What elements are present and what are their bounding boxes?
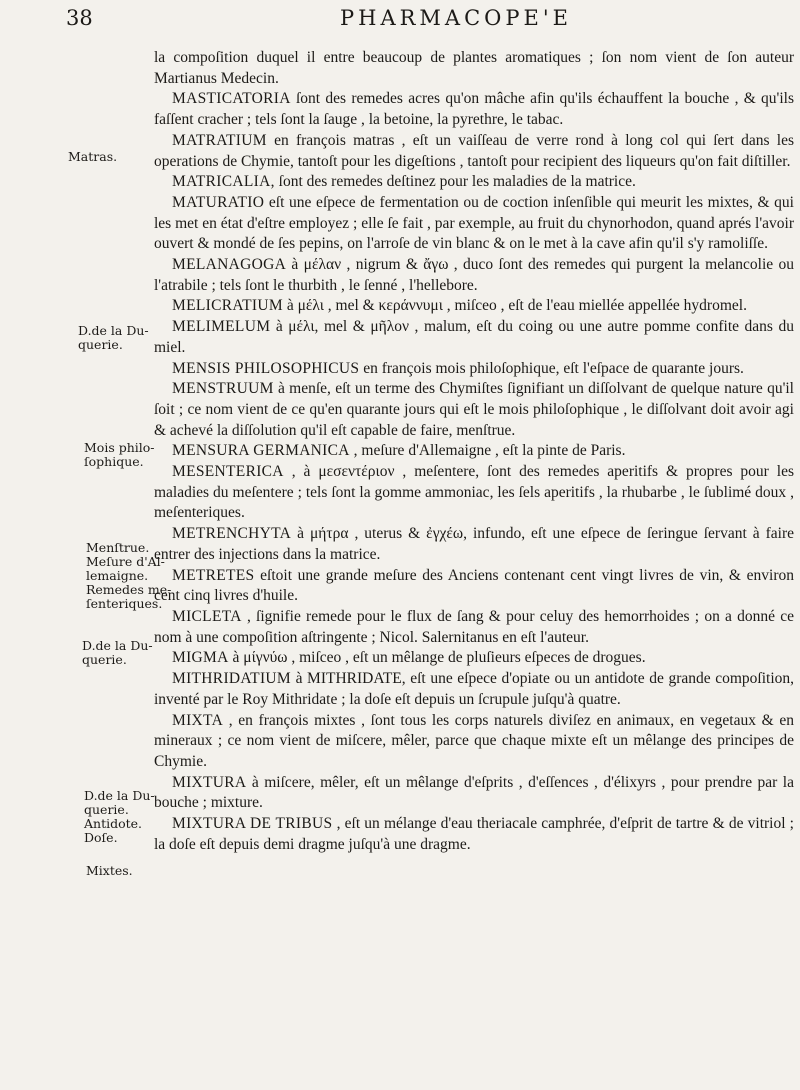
entry-text: ſont des remedes deſtinez pour les maladies de la matrice. bbox=[274, 173, 636, 191]
entry-text: à menſe, eſt un terme des Chymiſtes ſignifiant un diſſolvant de quelque nature qu'il ſoit ; ce nom vient de ce qu'en quarante jours qui eſt le mois philoſophique , le diſſolvant doit avoir agi & achevé la diſſolution qu'il eſt capable de faire, menſtrue. bbox=[154, 380, 794, 439]
entry-text: , à μεσεντέριον , meſentere, ſont des remedes aperitifs & propres pour les maladies du meſentere ; tels ſont la gomme ammoniac, les ſels aperitifs , la rhubarbe , le ſublimé doux , meſenteriques. bbox=[154, 463, 794, 522]
entry-metretes bbox=[154, 566, 794, 607]
margin-note-line: Mixtes. bbox=[86, 863, 133, 878]
margin-note-line: ſophique. bbox=[84, 454, 144, 469]
entry-headword: MICLETA bbox=[172, 607, 242, 625]
entry-text: à μέλι , mel & κεράννυμι , miſceo , eſt de l'eau miellée appellée hydromel. bbox=[282, 297, 747, 315]
entry-text: , eſt un mélange d'eau theriacale camphrée, d'eſprit de tartre & de vitriol ; la doſe eſt depuis demi dragme juſqu'à une dragme. bbox=[154, 815, 794, 853]
margin-note-line: D.de la Du- bbox=[78, 323, 149, 338]
margin-note-line: Doſe. bbox=[84, 830, 118, 845]
entry-text: , meſure d'Allemaigne , eſt la pinte de Paris. bbox=[349, 442, 626, 460]
entry-headword: MELIMELUM bbox=[172, 318, 271, 336]
entry-headword: MENSTRUUM bbox=[172, 380, 274, 398]
entry-matricalia bbox=[154, 172, 794, 193]
margin-note-line: D.de la Du- bbox=[84, 788, 155, 803]
entry-mithridatium bbox=[154, 669, 794, 710]
entry-mesenterica bbox=[154, 462, 794, 524]
entry-text: à μήτρα , uterus & ἐγχέω, infundo, eſt une eſpece de ſeringue ſervant à faire entrer des injections dans la matrice. bbox=[154, 525, 794, 563]
margin-notes bbox=[60, 0, 172, 1090]
entry-migma bbox=[154, 648, 794, 669]
entry-maturatio bbox=[154, 193, 794, 255]
entry-menstruum bbox=[154, 379, 794, 441]
entry-text: eſtoit une grande meſure des Anciens contenant cent vingt livres de vin, & environ cent cinq livres d'huile. bbox=[154, 566, 794, 605]
entry-text: à μέλαν , nigrum & ἄγω , duco ſont des remedes qui purgent la melancolie ou l'atrabile ; tels ſont le thurbith , le ſenné , l'hellebore. bbox=[154, 256, 794, 294]
entry-headword: MIXTURA DE TRIBUS bbox=[172, 815, 333, 833]
entry-headword: MIGMA bbox=[172, 649, 229, 667]
entry-mixtura bbox=[154, 773, 794, 814]
margin-note-line: ſenteriques. bbox=[86, 596, 163, 611]
entry-text: à miſcere, mêler, eſt un mêlange d'eſprits , d'eſſences , d'élixyrs , pour prendre par la bouche ; mixture. bbox=[154, 773, 794, 812]
margin-note-line: querie. bbox=[78, 337, 123, 352]
margin-note-line: D.de la Du- bbox=[82, 638, 153, 653]
entry-mixta bbox=[154, 711, 794, 773]
entry-headword: MIXTURA bbox=[172, 773, 247, 791]
margin-note-line: querie. bbox=[82, 652, 127, 667]
margin-note-line: Meſure d'Al- bbox=[86, 554, 165, 569]
margin-note-d-de-la-duquerie-1 bbox=[78, 324, 149, 352]
margin-note-matras bbox=[68, 150, 117, 164]
entry-text: la compoſition duquel il entre beaucoup de plantes aromatiques ; ſon nom vient de ſon auteur Martianus Medecin. bbox=[154, 49, 794, 87]
entry-headword: METRENCHYTA bbox=[172, 525, 292, 543]
entry-mensura bbox=[154, 441, 794, 462]
entry-headword: MENSIS PHILOSOPHICUS bbox=[172, 359, 360, 377]
entry-text: à MITHRIDATE, eſt une eſpece d'opiate ou un antidote de grande compoſition, inventé par le Roy Mithridate ; la doſe eſt depuis un ſcrupule juſqu'à quatre. bbox=[154, 670, 794, 708]
entry-masticatoria bbox=[154, 89, 794, 130]
entry-matratium bbox=[154, 131, 794, 172]
entry-text: en françois mois philoſophique, eſt l'eſpace de quarante jours. bbox=[359, 359, 744, 377]
margin-note-line: Matras. bbox=[68, 149, 118, 164]
entry-headword: MITHRIDATIUM bbox=[172, 670, 291, 688]
entry-headword: MATRATIUM bbox=[172, 131, 267, 149]
entry-headword: MELANAGOGA bbox=[172, 256, 287, 274]
entry-mensis bbox=[154, 359, 794, 380]
entry-text: eſt une eſpece de fermentation ou de coction inſenſible qui meurit les mixtes, & qui les met en état d'eſtre employez ; elle ſe fait , par exemple, au fruit du chynorhodon, quand aprés l'avoir ouvert & mondé de ſes pepins, on l'arroſe de vin blanc & on le met à la cave afin qu'il s'y ramoliſſe. bbox=[154, 193, 794, 253]
margin-note-d-de-la-duquerie-2 bbox=[82, 639, 153, 667]
entry-headword: MELICRATIUM bbox=[172, 297, 283, 315]
margin-note-line: Mois philo- bbox=[84, 440, 155, 455]
entry-headword: MATURATIO bbox=[172, 193, 265, 211]
entry-text: , en françois mixtes , ſont tous les corps naturels diviſez en animaux, en vegetaux & en mineraux ; ce nom vient de miſcere, mêler, parce que chaque mixte eſt un mêlange des principes de Chymie. bbox=[154, 711, 794, 770]
entry-micleta bbox=[154, 607, 794, 648]
entry-melanagoga bbox=[154, 255, 794, 296]
dictionary-column bbox=[154, 48, 794, 855]
margin-note-line: lemaigne. bbox=[86, 568, 149, 583]
entry-headword: MENSURA GERMANICA bbox=[172, 442, 350, 460]
entry-text: à μέλι, mel & μῆλον , malum, eſt du coing ou une autre pomme confite dans du miel. bbox=[154, 318, 794, 356]
margin-note-line: querie. bbox=[84, 802, 129, 817]
margin-note-line: Menſtrue. bbox=[86, 540, 150, 555]
entry-metrenchyta bbox=[154, 524, 794, 565]
entry-text: à μίγνύω , miſceo , eſt un mêlange de pluſieurs eſpeces de drogues. bbox=[228, 649, 646, 667]
margin-note-line: Antidote. bbox=[84, 816, 143, 831]
margin-note-d-de-la-duquerie-3 bbox=[84, 789, 155, 845]
page-number: 38 bbox=[66, 6, 93, 30]
entry-melimelum bbox=[154, 317, 794, 358]
entry-headword: MESENTERICA bbox=[172, 463, 284, 481]
entry-mixtura-de-tribus bbox=[154, 814, 794, 855]
entry-headword: MIXTA bbox=[172, 711, 224, 729]
margin-note-line: Remedes me- bbox=[86, 582, 172, 597]
entry-headword: MATRICALIA, bbox=[172, 173, 275, 191]
entry-text: en françois matras , eſt un vaiſſeau de verre rond à long col qui ſert dans les operations de Chymie, tantoſt pour les digeſtions , tantoſt pour recipient des liqueurs qu'on fait diſtiller. bbox=[154, 131, 794, 170]
entry-text: ſont des remedes acres qu'on mâche afin qu'ils échauffent la bouche , & qu'ils faſſent cracher ; tels ſont la ſauge , la betoine, la pyrethre, le tabac. bbox=[154, 90, 794, 129]
margin-note-mixtes bbox=[86, 864, 133, 878]
entry-headword: METRETES bbox=[172, 566, 255, 584]
entry-text: , ſignifie remede pour le flux de ſang & pour celuy des hemorrhoides ; on a donné ce nom à une compoſition aſtringente ; Nicol. Salernitanus en eſt l'auteur. bbox=[154, 607, 794, 646]
margin-note-mois-philosophique bbox=[84, 441, 155, 469]
entry-headword: MASTICATORIA bbox=[172, 90, 291, 108]
running-title: PHARMACOPE'E bbox=[340, 6, 572, 30]
entry-melicratium bbox=[154, 296, 794, 317]
entry-continuation bbox=[154, 48, 794, 89]
